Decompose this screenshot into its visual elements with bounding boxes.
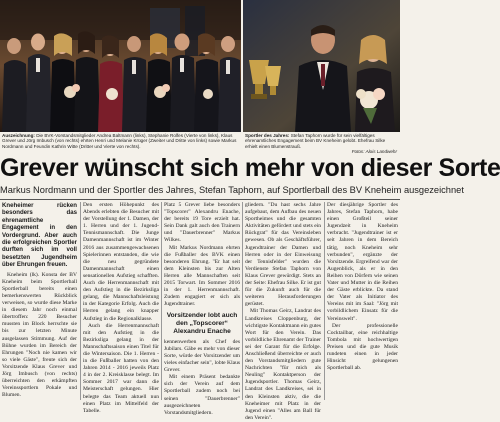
column-divider [80, 202, 81, 400]
paragraph: Mit Thomas Geirz, Landrat des Landkreises Cloppenburg, der wichtigste Kontaktmann ein gutes Wort für den Verein. Das vorbildliche Ehrenamt der Trainer sei der Garant für die Erfolge. Anschließend überreichte er auch den Vorstandsmitgliedern gute Nachrichten "für mich als Neuling" Kontaktperson der Jugendsportler. Thomas Geirz, Landrat des Landkreises, sei in den Kleinsten aktiv, die die Kneheimer mit Platz in der Jugend einen "Alles am Ball für den Verein". [245, 308, 321, 421]
group-award-photo [0, 0, 241, 132]
article-headline: Grever wünscht sich mehr von dieser Sorte [0, 154, 500, 182]
article-column-3 [164, 202, 240, 416]
column-divider [242, 202, 243, 400]
article-lead: Kneheimer rücken besonders das ehrenamtliche Engagement in den Vordergrund. Aber auch die erfolgreichen Sportler durften sich im voll besetzten Jugendheim über Ehrungen freuen. [2, 202, 77, 269]
caption-left-label: Auszeichnung: [2, 133, 35, 138]
caption-right-text: Stefan Taphorn wurde für sein vielfältiges ehrenamtliches Engagement beim BV Kneheim gelobt. Ehefrau Silke erhielt einen Blumenstrauß. [245, 133, 386, 149]
caption-left-text: Die BVK-Vorstandsmitglieder Andrea Baltmann (links), Stephanie Rolfes (Vierte von links), Klaus Grever und Jörg Imbusch (von rechts) ehrten Henri und Melanie Krüger (Zweiter und Dritte von links) sowie Markus Nordmann und Feundin Kathrin Witte (Dritter und Vierte von rechts). [2, 133, 237, 149]
column-divider [161, 202, 162, 400]
paragraph: Den ersten Höhepunkt des Abends erlebten die Besucher mit der Vorstellung der 1. Damen, der 1. Herren und der 1. Jugend-Tennismannschaft. Die Junge Damenmannschaft ist im Winter 2016 aus zusammengewachsenen Spielerinnen entstanden, die wie die neu gegründete Damenmannschaft einen sensationellen Aufstieg schafften. Auch die Herrenmannschaft mit den Aufstieg in die Bezirksliga gelang, die Mannschaftsleistung in der Kategorie Erfolg. Auch die Herren gelang ein knapper Aufstieg in die Regionalklasse. [83, 202, 159, 322]
paragraph: Mit einem Präsent bedankte sich der Verein auf dem Sportlerball zudem noch bei seinen "Dauerbrenner" ausgezeichneten Vorstandsmitgliedern. [164, 374, 240, 416]
paragraph: Mit Markus Nordmann ehrten die Fußballer des BVK einen besonderen Ehrung. "Er hat seit dem Kleinsten bis zur Alten Herren alle Mannschaften seit 2015 Torwart. Im Sommer 2016 in der 1. Herrenmannschaft. Zudem engagiert er sich als Jugendtrainer. [164, 244, 240, 308]
photo-credit: Fotos: Alois Landwehr [351, 149, 397, 155]
caption-left [2, 133, 240, 149]
caption-right-label: Sportler des Jahres: [245, 133, 290, 138]
paragraph: gliedern. "Du hast sechs Jahre aufgebaut, dem Aufbau des neuen Sportheimes und die gesamten Aktivitäten gefördert und stets ein Rückgrat" für das Vereinsleben gewesen. Ob als Geschäftsführer, Jugendtrainer der Damen und Herren oder in der Einweisung der Tennisfelder" wurden die Verdienste Stefan Taphorn von Klaus Grever gewürdigt. Stets an der Seite: Ehefrau Silke. Er ist gut für die Zukunft auch für die weiteren Herausforderungen gerüstet. [245, 202, 321, 308]
paragraph: Der professionelle Cocktailbar, eine reichhaltige Tombola mit hochwertigen Preisen und die gute Musik rundeten einen in jeder Hinsicht gelungenen Sportlerball ab. [327, 322, 398, 372]
paragraph: Auch die Herrenmannschaft mit den Aufstieg in die Bezirksliga gelang in der Mannschaftssaison einen Titel für die Wintersaison. Die 1. Herren - in die Fußballer hatten von den Jahren 2014 - 2016 jeweils Platz 4 in der 2. Kreisklasse belegt. Im Sommer 2017 war dann die Meisterschaft gelungen. Hier belegte das Team aktuell nun einen Platz im Mittelfeld der Tabelle. [83, 322, 159, 414]
article-column-4 [245, 202, 321, 421]
sportsman-of-year-photo [243, 0, 400, 132]
paragraph: kennenwerben als Chef des Jubilars. Gäbe es mehr von dieser Sorte, würde der Vorsitzender um vieles einfacher sein", lobte Klaus Grever. [164, 338, 240, 374]
paragraph: Kneheim (lk). Konsta der BV Kneheim beim Sportlerball Sportlerball bereits einen bemerkenswerten Rückblick verweisen, so wurde diese Marke in diesem Jahr noch einmal übertroffen: 220 Besucher mussten im Block herrschte sie bis zur letzten Minute ausgelassen Stimmung. Auf der Bühne wurden im Bereich der Ehrungen "Noch nie kamen wir so viele Gäste", freute sich der Vorsitzende Klaus Grever und Jörg Imbusch (von rechts) überreichten den erkämpften Vereinssportlern Pokale und Blumen. [2, 271, 77, 399]
caption-right [245, 133, 397, 155]
divider-rule [0, 199, 400, 200]
photo-strip [0, 0, 400, 132]
paragraph: Platz 5 Grever liebe besonders "Topscorer" Alexandru Enache, der bereits 19 Tore erzielt hat. Sein Dank galt auch den Trainern und "Dauerbrenner" Markus Wilkes. [164, 202, 240, 244]
paragraph: Der diesjährige Sportler des Jahres, Stefan Taphorn, habe einen Großteil seiner Jugendzeit in Kneheim verbracht. "Jugendtrainer ist er seit Jahren in dem Bereich tätig, noch Kneheim sehr verbunden", ergänzte der Vorsitzende. Ergreifend war der Augenblick, als er in den Reihen von Dörfern wie seinen Vater und Mutter in die Reihen der Gäste erblickte. Da stand der Vater als Initiator des Vereins mit im Saal: "Jörg mit vorbildlichem Einsatz für die Vereinswelt". [327, 202, 398, 322]
photo-captions [0, 133, 400, 153]
intertitle: Vorsitzender lobt auch den „Topscorer“ Alexandru Enache [166, 312, 238, 335]
column-divider [324, 202, 325, 400]
article-column-1 [2, 202, 77, 400]
article-column-2 [83, 202, 159, 414]
article-subhead: Markus Nordmann und der Sportler des Jahres, Stefan Taphorn, auf Sportlerball des BV Kneheim ausgezeichnet [0, 185, 464, 195]
article-column-5 [327, 202, 398, 400]
